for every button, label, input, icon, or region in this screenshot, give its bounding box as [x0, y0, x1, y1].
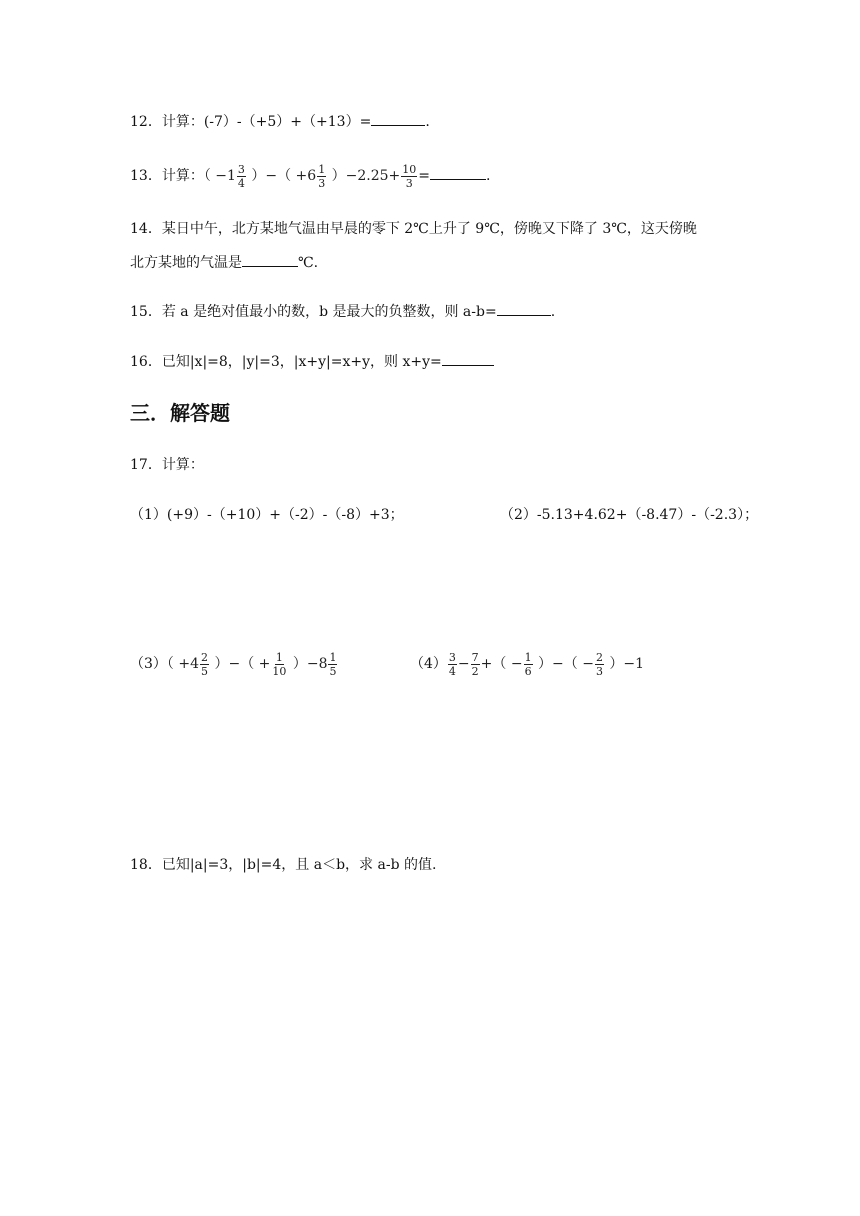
- question-16: 16．已知|x|=8，|y|=3，|x+y|=x+y，则 x+y=: [130, 352, 494, 372]
- question-17-part-3: （3）（ +4 $\frac{2}{5}$ ）−（ + $\frac{1}{10}$ ）−8 $\frac{1}{5}$: [130, 650, 337, 678]
- question-number: 16．: [130, 354, 162, 370]
- answer-blank: [242, 253, 298, 267]
- question-17: 17．计算：: [130, 457, 204, 473]
- question-17-part-4: （4） $\frac{3}{4}$ − $\frac{7}{2}$ +（ − $\frac{1}{6}$ ）−（ − $\frac{2}{3}$ ）−1: [410, 650, 645, 678]
- question-14: 14．某日中午，北方某地气温由早晨的零下 2℃上升了 9℃，傍晚又下降了 3℃，这天傍晚 北方某地的气温是 ℃.: [130, 221, 697, 271]
- question-17-part-1: （1）(+9）-（+10）+（-2）-（-8）+3；: [130, 507, 404, 523]
- question-number: 18．: [130, 857, 162, 873]
- question-15: 15．若 a 是绝对值最小的数，b 是最大的负整数，则 a-b= .: [130, 304, 556, 320]
- question-number: 17．: [130, 457, 162, 473]
- question-number: 13．: [130, 168, 162, 184]
- question-17-part-2: （2）-5.13+4.62+（-8.47）-（-2.3）；: [500, 507, 759, 523]
- question-12: 12．计算：(-7）-（+5）+（+13）= .: [130, 114, 430, 130]
- math-expression-image: $\frac{3}{4}$ − $\frac{7}{2}$ +（ − $\frac{1}{6}$ ）−（ − $\frac{2}{3}$ ）−1: [448, 650, 645, 678]
- answer-blank: [497, 302, 551, 316]
- question-number: 14．: [130, 221, 162, 237]
- section-title: 三．解答题: [130, 401, 230, 425]
- math-expression-image: （ −1 $\frac{3}{4}$ ）−（ +6 $\frac{1}{3}$ ）−2.25+ $\frac{10}{3}$: [203, 162, 417, 190]
- answer-blank: [430, 166, 486, 180]
- math-expression-image: （ +4 $\frac{2}{5}$ ）−（ + $\frac{1}{10}$ ）−8 $\frac{1}{5}$: [166, 650, 337, 678]
- question-number: 15．: [130, 304, 162, 320]
- question-18: 18．已知|a|=3，|b|=4，且 a＜b，求 a-b 的值.: [130, 857, 437, 873]
- question-number: 12．: [130, 114, 162, 130]
- question-text: 计算：(-7）-（+5）+（+13）=: [161, 114, 372, 130]
- answer-blank: [371, 112, 425, 126]
- question-13: 13．计算：（ −1 $\frac{3}{4}$ ）−（ +6 $\frac{1}{3}$ ）−2.25+ $\frac{10}{3}$ = .: [130, 162, 491, 190]
- answer-blank: [442, 352, 494, 366]
